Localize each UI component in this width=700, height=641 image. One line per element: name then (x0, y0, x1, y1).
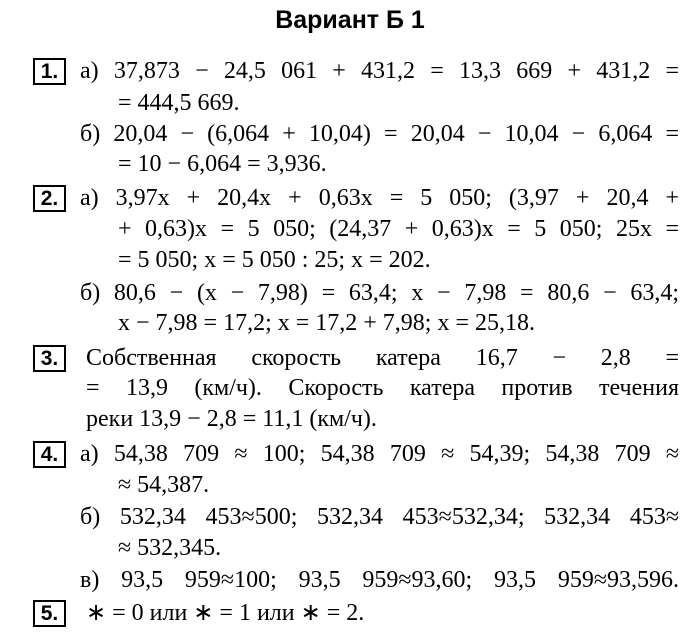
task-1-line-4: = 10 − 6,064 = 3,936. (118, 151, 327, 177)
task-number-3: 3. (33, 345, 66, 372)
task-number-1: 1. (33, 58, 66, 85)
task-1-line-2: = 444,5 669. (118, 90, 240, 116)
task-2-line-2: + 0,63)x = 5 050; (24,37 + 0,63)x = 5 050; 25x = (118, 216, 679, 242)
task-1-line-3: б) 20,04 − (6,064 + 10,04) = 20,04 − 10,04 − 6,064 = (80, 121, 679, 147)
task-4-line-5: в) 93,5 959≈100; 93,5 959≈93,60; 93,5 959≈93,596. (80, 567, 679, 593)
task-3-line-3: реки 13,9 − 2,8 = 11,1 (км/ч). (86, 406, 377, 432)
task-4-line-4: ≈ 532,345. (118, 535, 222, 561)
task-2-line-4: б) 80,6 − (x − 7,98) = 63,4; x − 7,98 = 80,6 − 63,4; (80, 280, 679, 306)
task-1-line-1: а) 37,873 − 24,5 061 + 431,2 = 13,3 669 + 431,2 = (80, 58, 679, 84)
task-2-line-3: = 5 050; x = 5 050 : 25; x = 202. (118, 247, 431, 273)
task-number-2: 2. (33, 185, 66, 212)
task-3-line-2: = 13,9 (км/ч). Скорость катера против течения (86, 375, 679, 401)
task-number-4: 4. (33, 441, 66, 468)
task-2-line-1: а) 3,97x + 20,4x + 0,63x = 5 050; (3,97 + 20,4 + (80, 185, 679, 211)
task-5-line-1: ∗ = 0 или ∗ = 1 или ∗ = 2. (86, 600, 365, 626)
task-4-line-1: а) 54,38 709 ≈ 100; 54,38 709 ≈ 54,39; 54,38 709 ≈ (80, 441, 679, 467)
task-4-line-3: б) 532,34 453≈500; 532,34 453≈532,34; 532,34 453≈ (80, 504, 679, 530)
task-number-5: 5. (33, 600, 66, 627)
task-3-line-1: Собственная скорость катера 16,7 − 2,8 = (86, 345, 679, 371)
task-2-line-5: x − 7,98 = 17,2; x = 17,2 + 7,98; x = 25,18. (118, 310, 536, 336)
task-4-line-2: ≈ 54,387. (118, 472, 210, 498)
page-title: Вариант Б 1 (275, 6, 425, 34)
